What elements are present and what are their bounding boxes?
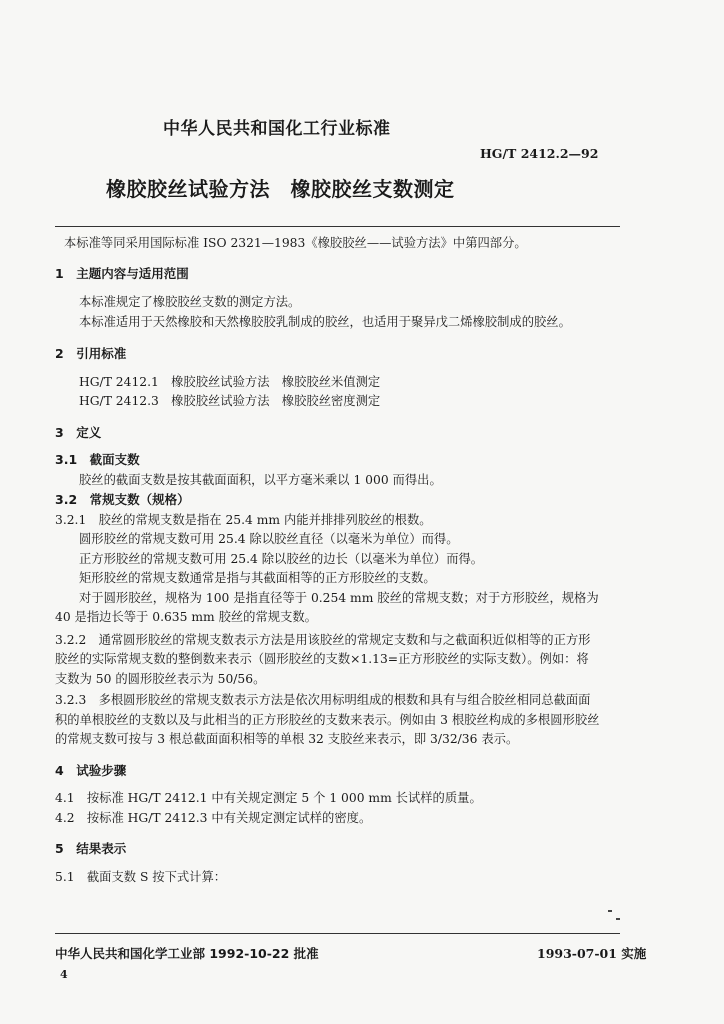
- page-number: 4: [60, 968, 68, 981]
- paragraph-line: 3.2.2 通常圆形胶丝的常规支数表示方法是用该胶丝的常规定支数和与之截面积近似相等的正方形: [55, 633, 591, 647]
- paragraph-line: 5.1 截面支数 S 按下式计算：: [55, 870, 227, 884]
- paragraph-line: 3.2.1 胶丝的常规支数是指在 25.4 mm 内能并排排列胶丝的根数。: [55, 513, 432, 527]
- paragraph-line: 胶丝的截面支数是按其截面面积，以平方毫米乘以 1 000 而得出。: [79, 473, 442, 487]
- scan-speck: [608, 910, 612, 912]
- paragraph-line: 积的单根胶丝的支数以及与此相当的正方形胶丝的支数来表示。例如由 3 根胶丝构成的多根圆形胶丝: [55, 713, 600, 727]
- effective-date: 1993-07-01 实施: [537, 946, 647, 961]
- subsection-heading: 3.1 截面支数: [55, 452, 140, 467]
- paragraph-line: 胶丝的实际常规支数的整倒数来表示（圆形胶丝的支数×1.13=正方形胶丝的实际支数）。例如：将: [55, 652, 589, 666]
- section-heading: 4 试验步骤: [55, 763, 127, 778]
- header-rule: [55, 226, 620, 227]
- paragraph-line: 4.2 按标准 HG/T 2412.3 中有关规定测定试样的密度。: [55, 811, 372, 825]
- paragraph-line: 支数为 50 的圆形胶丝表示为 50/56。: [55, 672, 266, 686]
- subsection-heading: 3.2 常规支数（规格）: [55, 492, 190, 507]
- reference-line: HG/T 2412.1 橡胶胶丝试验方法 橡胶胶丝米值测定: [79, 375, 381, 389]
- issuing-organization: 中华人民共和国化工行业标准: [163, 119, 391, 139]
- paragraph-line: 本标准规定了橡胶胶丝支数的测定方法。: [79, 295, 301, 309]
- section-heading: 5 结果表示: [55, 841, 127, 856]
- paragraph-line: 的常规支数可按与 3 根总截面面积相等的单根 32 支胶丝来表示，即 3/32/36 表示。: [55, 732, 519, 746]
- section-heading: 2 引用标准: [55, 346, 127, 361]
- section-heading: 1 主题内容与适用范围: [55, 266, 189, 281]
- paragraph-line: 对于圆形胶丝，规格为 100 是指直径等于 0.254 mm 胶丝的常规支数；对于方形胶丝，规格为: [79, 591, 599, 605]
- approval-line: 中华人民共和国化学工业部 1992-10-22 批准: [55, 946, 319, 961]
- paragraph-line: 40 是指边长等于 0.635 mm 胶丝的常规支数。: [55, 610, 317, 624]
- paragraph-line: 本标准适用于天然橡胶和天然橡胶胶乳制成的胶丝，也适用于聚异戊二烯橡胶制成的胶丝。: [79, 315, 571, 329]
- paragraph-line: 3.2.3 多根圆形胶丝的常规支数表示方法是依次用标明组成的根数和具有与组合胶丝相同总截面面: [55, 693, 591, 707]
- footer-rule: [55, 933, 620, 934]
- intro-line: 本标准等同采用国际标准 ISO 2321—1983《橡胶胶丝——试验方法》中第四部分。: [64, 236, 527, 250]
- paragraph-line: 4.1 按标准 HG/T 2412.1 中有关规定测定 5 个 1 000 mm 长试样的质量。: [55, 791, 482, 805]
- scan-speck: [616, 918, 620, 920]
- standard-code: HG/T 2412.2—92: [480, 146, 599, 161]
- paragraph-line: 正方形胶丝的常规支数可用 25.4 除以胶丝的边长（以毫米为单位）而得。: [79, 552, 484, 566]
- paragraph-line: 圆形胶丝的常规支数可用 25.4 除以胶丝直径（以毫米为单位）而得。: [79, 532, 459, 546]
- paragraph-line: 矩形胶丝的常规支数通常是指与其截面相等的正方形胶丝的支数。: [79, 571, 436, 585]
- section-heading: 3 定义: [55, 425, 102, 440]
- reference-line: HG/T 2412.3 橡胶胶丝试验方法 橡胶胶丝密度测定: [79, 394, 381, 408]
- document-title: 橡胶胶丝试验方法 橡胶胶丝支数测定: [106, 177, 455, 201]
